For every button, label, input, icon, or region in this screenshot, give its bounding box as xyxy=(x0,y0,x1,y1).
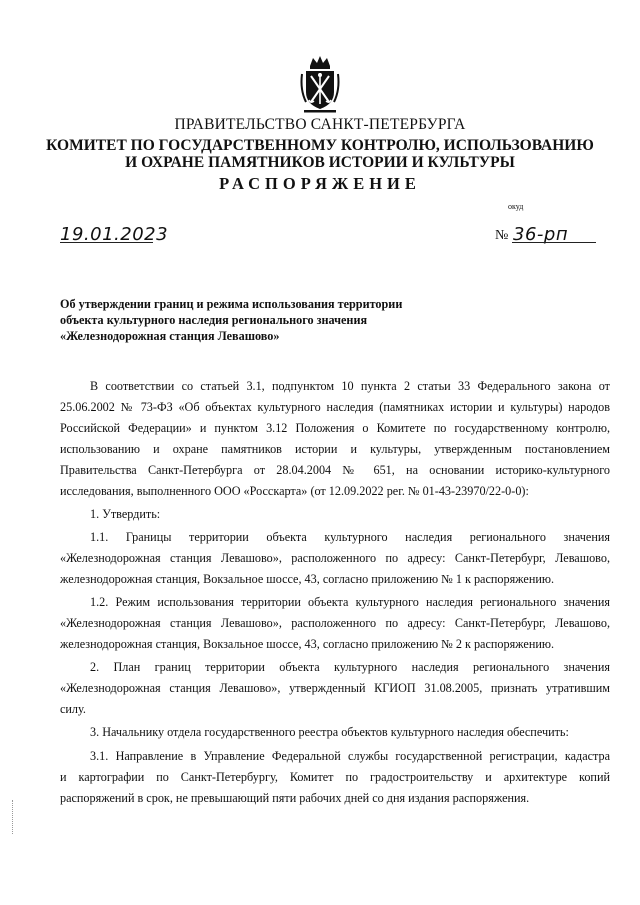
subject-line: «Железнодорожная станция Левашово» xyxy=(60,329,280,343)
paragraph-line: железнодорожная станция, Вокзальное шоссе, 43, согласно приложению № 2 к распоряжению. xyxy=(60,637,555,652)
subject-line: объекта культурного наследия регионального значения xyxy=(60,313,368,327)
government-title: ПРАВИТЕЛЬСТВО САНКТ-ПЕТЕРБУРГА xyxy=(174,116,466,133)
paragraph-line: Российской Федерации» и пунктом 3.12 Положения о Комитете по государственному контролю, xyxy=(60,420,610,435)
order-body xyxy=(60,376,610,811)
paragraph-line: и картографии по Санкт-Петербургу, Комитет по градостроительству и архитектуре копий xyxy=(60,769,610,784)
paragraph-line: 1.1. Границы территории объекта культурного наследия регионального значения xyxy=(90,530,610,545)
margin-mark xyxy=(12,800,14,834)
paragraph-line: железнодорожная станция, Вокзальное шоссе, 43, согласно приложению № 1 к распоряжению. xyxy=(60,571,555,586)
paragraph-line: Правительства Санкт-Петербурга от 28.04.2004 № 651, на основании историко-культурного xyxy=(60,462,610,477)
st-petersburg-coat-of-arms-icon xyxy=(298,54,342,114)
paragraph-3 xyxy=(60,722,610,743)
committee-name-line: КОМИТЕТ ПО ГОСУДАРСТВЕННОМУ КОНТРОЛЮ, ИСПОЛЬЗОВАНИЮ xyxy=(46,137,594,154)
okud-label: окуд xyxy=(508,202,524,211)
committee-name-line: И ОХРАНЕ ПАМЯТНИКОВ ИСТОРИИ И КУЛЬТУРЫ xyxy=(125,154,515,171)
date-underline xyxy=(60,242,153,243)
document-date: 19.01.2023 xyxy=(60,224,169,245)
document-type-title: РАСПОРЯЖЕНИЕ xyxy=(219,174,421,193)
number-underline xyxy=(512,242,596,243)
paragraph-line: исследования, выполненного ООО «Росскарта» (от 12.09.2022 рег. № 01-43-23970/22-0-0): xyxy=(60,483,529,498)
paragraph-1-1 xyxy=(60,527,610,590)
paragraph-line: 1. Утвердить: xyxy=(90,506,161,521)
order-subject xyxy=(60,296,480,344)
paragraph-line: 25.06.2002 № 73-ФЗ «Об объектах культурного наследия (памятниках истории и культуры) народов xyxy=(60,399,610,414)
paragraph-2 xyxy=(60,657,610,720)
paragraph-line: 3. Начальнику отдела государственного реестра объектов культурного наследия обеспечить: xyxy=(90,725,569,740)
paragraph-line: «Железнодорожная станция Левашово», утвержденный КГИОП 31.08.2005, признать утратившим xyxy=(60,681,610,696)
paragraph-1-2 xyxy=(60,592,610,655)
document-number: 36-рп xyxy=(513,224,569,245)
paragraph-line: 2. План границ территории объекта культурного наследия регионального значения xyxy=(90,660,610,675)
paragraph-line: использованию и охране памятников истории и культуры, утвержденным постановлением xyxy=(60,441,610,456)
paragraph-approve xyxy=(60,504,610,525)
committee-name xyxy=(0,137,640,171)
paragraph-line: «Железнодорожная станция Левашово», расположенного по адресу: Санкт-Петербург, Левашово, xyxy=(60,616,610,631)
paragraph-line: силу. xyxy=(60,702,86,717)
paragraph-line: «Железнодорожная станция Левашово», расположенного по адресу: Санкт-Петербург, Левашово, xyxy=(60,551,610,566)
paragraph-line: распоряжений в срок, не превышающий пяти рабочих дней со дня издания распоряжения. xyxy=(60,790,530,805)
paragraph-line: В соответствии со статьей 3.1, подпунктом 10 пункта 2 статьи 33 Федерального закона от xyxy=(90,379,610,393)
paragraph-legal-basis xyxy=(60,376,610,501)
paragraph-3-1 xyxy=(60,746,610,809)
number-sign: № xyxy=(495,228,509,243)
paragraph-line: 1.2. Режим использования территории объекта культурного наследия регионального значения xyxy=(90,595,610,610)
paragraph-line: 3.1. Направление в Управление Федеральной службы государственной регистрации, кадастра xyxy=(90,748,610,763)
subject-line: Об утверждении границ и режима использования территории xyxy=(60,297,403,311)
